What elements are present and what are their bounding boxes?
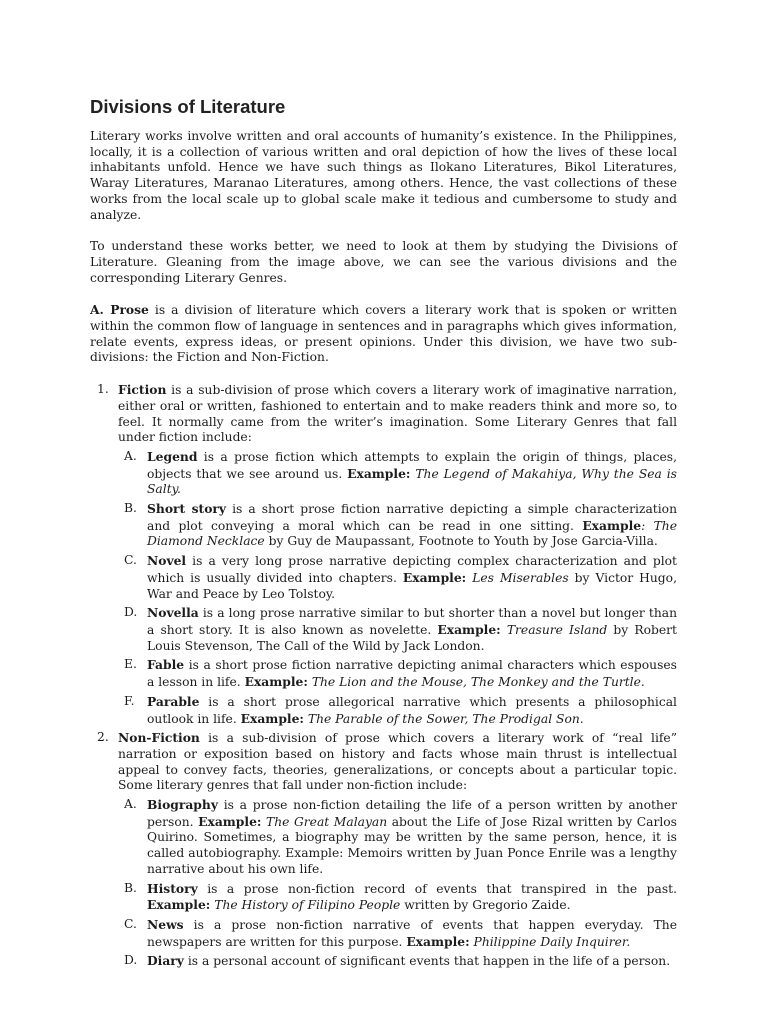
prose-paragraph — [90, 302, 677, 366]
example-text: Philippine Daily Inquirer. — [469, 934, 631, 949]
example-text: : The Diamond Necklace — [147, 518, 677, 549]
example-label: Example — [582, 517, 642, 533]
item-letter: C. — [124, 553, 137, 568]
genre-term: Short story — [147, 501, 227, 517]
page-title: Divisions of Literature — [90, 96, 286, 117]
prose-term: A. Prose — [90, 302, 149, 318]
example-label: Example: — [402, 569, 467, 585]
item-letter: D. — [124, 953, 138, 968]
genre-term: Diary — [147, 953, 184, 969]
genre-description: is a prose non-fiction record of events that transpired in the past. — [197, 881, 677, 896]
genre-term: Novel — [147, 553, 187, 569]
genre-term: Legend — [147, 448, 198, 464]
genre-term: Biography — [147, 797, 218, 813]
genre-description: is a very long prose narrative depicting complex characterization and plot which is usually divided into chapters. — [147, 554, 677, 585]
item-letter: E. — [124, 657, 137, 672]
genre-item-short-story — [118, 501, 677, 550]
intro-paragraph-1: Literary works involve written and oral accounts of humanity’s existence. In the Philippines, locally, it is a collection of various written and oral depiction of how the lives of these local inhabitants unfold. Hence we have such things as Ilokano Literatures, Bikol Literatures, Waray Literatures, Maranao Literatures, among others. Hence, the vast collections of these works from the local scale up to global scale make it tedious and cumbersome to study and analyze. — [90, 129, 677, 222]
item-letter: D. — [124, 605, 138, 620]
non-fiction-description: is a sub-division of prose which covers a literary work of “real life” narration or exposition based on history and facts whose main thrust is intellectual appeal to convey facts, theories, generalizations, or concepts about a particular topic. Some literary genres that fall under non-fiction include: — [118, 731, 677, 793]
genre-term: Novella — [147, 605, 199, 621]
genre-item-fable — [118, 657, 677, 690]
example-label: Example: — [240, 710, 304, 726]
item-letter: B. — [124, 880, 137, 895]
genre-item-novel — [118, 553, 677, 602]
prose-description: is a division of literature which covers a literary work that is spoken or written within the common flow of language in sentences and in paragraphs which gives information, relate events, express ideas, or present opinions. Under this division, we have two sub-divisions: the Fiction and Non-Fiction. — [90, 303, 678, 365]
example-text: Treasure Island — [500, 622, 608, 637]
example-text: The History of Filipino People — [210, 898, 401, 913]
example-text: Les Miserables — [466, 570, 569, 585]
list-number: 1. — [97, 382, 109, 397]
genre-item-parable — [118, 694, 677, 727]
genre-description: is a prose fiction which attempts to explain the origin of things, places, objects that we see around us. — [147, 449, 677, 481]
subdivision-list — [90, 382, 677, 970]
genre-description: is a prose non-fiction narrative of events that happen everyday. The newspapers are written for this purpose. — [147, 917, 677, 949]
example-text: The Legend of Makahiya, Why the Sea is Salty. — [147, 466, 677, 497]
genre-description: is a prose non-fiction detailing the life of a person written by another person. — [147, 798, 677, 829]
item-letter: F. — [124, 693, 135, 708]
example-label: Example: — [198, 813, 262, 829]
example-text: The Great Malayan — [261, 814, 388, 829]
genre-item-history — [118, 881, 677, 914]
item-letter: C. — [124, 916, 137, 931]
non-fiction-term: Non-Fiction — [118, 730, 200, 746]
example-tail: by Victor Hugo, War and Peace by Leo Tolstoy. — [147, 570, 677, 601]
non-fiction-genre-list — [118, 797, 677, 970]
genre-description: is a short prose fiction narrative depicting animal characters which espouses a lesson in life. — [147, 658, 677, 690]
genre-item-biography — [118, 797, 677, 878]
genre-item-legend — [118, 449, 677, 498]
genre-term: News — [147, 916, 184, 932]
fiction-term: Fiction — [118, 382, 167, 398]
genre-description: is a personal account of significant events that happen in the life of a person. — [183, 954, 671, 969]
list-number: 2. — [97, 730, 109, 745]
item-letter: A. — [124, 797, 137, 812]
example-label: Example: — [437, 621, 501, 637]
genre-item-diary — [118, 953, 677, 970]
genre-item-novella — [118, 605, 677, 654]
example-label: Example: — [406, 933, 470, 949]
example-tail: by Guy de Maupassant, Footnote to Youth by Jose Garcia-Villa. — [264, 534, 658, 549]
example-tail: by Robert Louis Stevenson, The Call of the Wild by Jack London. — [147, 622, 677, 653]
genre-description: is a short prose allegorical narrative which presents a philosophical outlook in life. — [147, 694, 677, 726]
example-label: Example: — [347, 465, 411, 481]
fiction-genre-list — [118, 449, 677, 727]
example-text: The Parable of the Sower, The Prodigal Son. — [303, 711, 584, 726]
fiction-description: is a sub-division of prose which covers a literary work of imaginative narration, either oral or written, fashioned to entertain and to make readers think and more so, to feel. It normally came from the writer’s imagination. Some Literary Genres that fall under fiction include: — [118, 383, 677, 445]
intro-paragraph-2: To understand these works better, we need to look at them by studying the Divisions of Literature. Gleaning from the image above, we can see the various divisions and the corresponding Literary Genres. — [90, 239, 677, 285]
item-letter: B. — [124, 501, 137, 516]
genre-term: Fable — [147, 657, 185, 673]
example-label: Example: — [244, 674, 308, 690]
list-item-fiction — [90, 382, 677, 727]
list-item-non-fiction — [90, 730, 677, 970]
genre-term: Parable — [147, 693, 200, 709]
genre-description: is a long prose narrative similar to but shorter than a novel but longer than a short story. It is also known as novelette. — [147, 606, 677, 637]
genre-term: History — [147, 880, 198, 896]
example-label: Example: — [147, 897, 211, 913]
item-letter: A. — [124, 448, 137, 463]
genre-description: is a short prose fiction narrative depicting a simple characterization and plot conveying a moral which can be read in one sitting. — [147, 502, 677, 533]
example-tail: about the Life of Jose Rizal written by Carlos Quirino. Sometimes, a biography may be written by the same person, hence, it is called autobiography. Example: Memoirs written by Juan Ponce Enrile was a lengthy narrative about his own life. — [147, 814, 677, 876]
example-text: The Lion and the Mouse, The Monkey and the Turtle. — [307, 675, 645, 690]
example-tail: written by Gregorio Zaide. — [400, 898, 571, 913]
genre-item-news — [118, 917, 677, 950]
